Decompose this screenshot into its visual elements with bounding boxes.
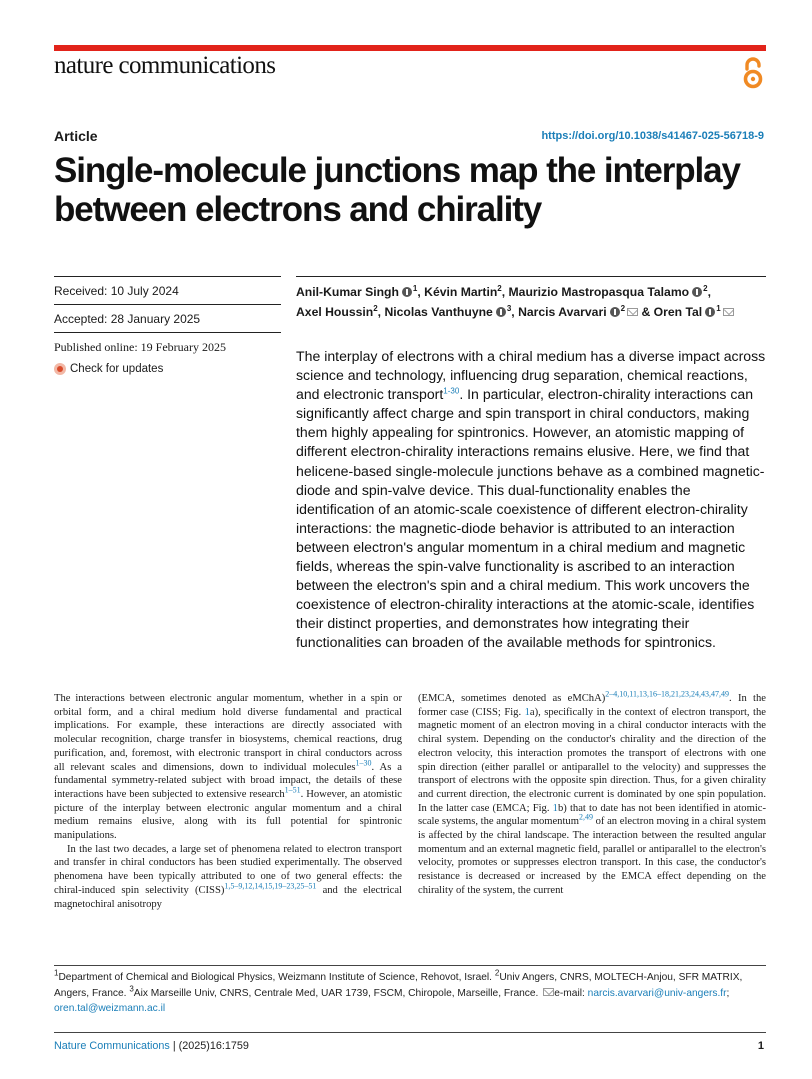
body-paragraph <box>418 689 767 898</box>
author-name[interactable]: Axel Houssin <box>296 305 374 319</box>
abstract <box>296 347 768 653</box>
accepted-date: Accepted: 28 January 2025 <box>54 312 201 326</box>
affiliation-sup: 3 <box>506 303 512 313</box>
article-type-label: Article <box>54 128 98 144</box>
body-text: . As a fundamental symmetry-related subject with broad impact, the details of these interactions have been subjected to extensive research <box>54 761 402 800</box>
article-title: Single-molecule junctions map the interplay between electrons and chirality <box>54 151 740 229</box>
citation-link[interactable]: 1–30 <box>355 757 372 767</box>
email-icon <box>543 988 554 996</box>
author-name[interactable]: Anil-Kumar Singh <box>296 285 399 299</box>
affiliation-sup: 2 <box>373 303 378 313</box>
affiliation-text: Univ Angers, CNRS, MOLTECH-Anjou, SFR MATRIX, Angers, France. <box>54 972 743 999</box>
orcid-icon[interactable] <box>610 307 620 317</box>
check-updates-icon <box>54 363 66 375</box>
email-icon[interactable] <box>723 308 734 316</box>
body-paragraph <box>54 692 402 843</box>
footer-volume: | (2025)16:1759 <box>169 1040 249 1052</box>
email-separator: ; <box>726 987 730 999</box>
affiliation-text: Department of Chemical and Biological Physics, Weizmann Institute of Science, Rehovot, Israel. <box>58 972 493 983</box>
divider <box>54 276 281 277</box>
body-column-left <box>54 692 402 911</box>
footer-divider <box>54 1032 766 1033</box>
divider <box>54 304 281 305</box>
check-for-updates-button[interactable] <box>54 363 163 375</box>
page-number: 1 <box>757 1040 764 1052</box>
body-paragraph <box>54 843 402 912</box>
citation-link[interactable]: 2,49 <box>578 812 593 822</box>
body-text: . However, an atomistic picture of the interplay between electronic angular momentum and a chiral medium remains elusive, along with its full potential for spintronic manipulations. <box>54 788 402 842</box>
footnote-divider <box>54 965 766 966</box>
affiliation-sup: 2 <box>703 283 708 293</box>
body-column-right <box>418 689 767 898</box>
author-name[interactable]: Nicolas Vanthuyne <box>384 305 493 319</box>
journal-logo[interactable]: nature communications <box>54 52 276 79</box>
orcid-icon[interactable] <box>705 307 715 317</box>
affiliation-sup: 1 <box>54 968 59 978</box>
affiliation-sup: 2 <box>620 303 626 313</box>
body-text: and the electrical magnetochiral anisotropy <box>54 884 402 910</box>
body-text: . In the former case (CISS; Fig. <box>418 693 766 718</box>
published-date: Published online: 19 February 2025 <box>54 340 226 354</box>
open-access-icon <box>742 56 764 90</box>
orcid-icon[interactable] <box>496 307 506 317</box>
figure-link[interactable]: 1 <box>524 706 530 718</box>
affiliation-sup: 1 <box>716 303 721 313</box>
body-text: of an electron moving in a chiral system is affected by the chiral landscape. The interaction between the resulted angular momentum and an external magnetic field, parallel or antiparallel to the electron's velocity, promotes or suppresses electron transport. In this case, the conductor's resistance is decreased or increased by the EMCA effect depending on the chirality of the system, the current <box>418 816 767 896</box>
doi-link[interactable]: https://doi.org/10.1038/s41467-025-56718-9 <box>541 130 764 142</box>
figure-panel-label: a <box>529 706 535 718</box>
orcid-icon[interactable] <box>692 287 702 297</box>
check-updates-label: Check for updates <box>70 363 164 375</box>
affiliation-sup: 3 <box>129 984 134 994</box>
author-name[interactable]: Oren Tal <box>653 305 703 319</box>
abstract-text: The interplay of electrons with a chiral medium has a diverse impact across science and technology, influencing drug separation, chemical reactions, and electronic transport <box>296 348 766 403</box>
author-name[interactable]: Narcis Avarvari <box>518 305 607 319</box>
citation-link[interactable]: 1–51 <box>284 785 301 795</box>
header-red-bar <box>54 45 766 51</box>
body-text: In the last two decades, a large set of phenomena related to electron transport and transfer in chiral conductors has been studied experimentally. The observed phenomena have been typically attributed to one of two general effects: the chiral-induced spin selectivity (CISS) <box>54 843 402 896</box>
body-text: (EMCA, sometimes denoted as eMChA) <box>418 693 606 704</box>
citation-link[interactable]: 1,5–9,12,14,15,19–23,25–51 <box>224 881 317 891</box>
orcid-icon[interactable] <box>402 287 412 297</box>
figure-panel-label: b <box>557 802 564 814</box>
body-text: ), specifically in the context of electron transport, the magnetic moment of an electron moving in a chiral conductor interacts with the chiral system. Depending on the conductor's chirality and the direction of the electron velocity, this interaction promotes the transport of electrons with one spin direction (either parallel or antiparallel to the velocity) and suppresses the transport of electrons with the opposite spin direction. Thus, for a given chirality and current direction, the electronic current is dominated by one spin population. In the latter case (EMCA; Fig. <box>418 706 766 814</box>
affiliation-text: Aix Marseille Univ, CNRS, Centrale Med, UAR 1739, FSCM, Chiropole, Marseille, France. <box>133 987 539 999</box>
author-ampersand: & <box>641 305 651 319</box>
body-text: The interactions between electronic angular momentum, whether in a spin or orbital form, and a chiral medium hold diverse fundamental and practical implications. For example, these interactions are directly associated with molecular recognition, charge transfer in biosystems, chemical reactions, drug purification, and, foremost, with electronic transport in chiral conductors across all relevant scales and dimensions, down to individual molecules <box>54 693 402 773</box>
divider <box>54 332 281 333</box>
citation-link[interactable]: 2–4,10,11,13,16–18,21,23,24,43,47,49 <box>605 689 729 699</box>
affiliation-sup: 2 <box>494 968 500 978</box>
author-list: Anil-Kumar Singh $^1$, Kévin Martin$^2$, Maurizio Mastropasqua Talamo $^2$, Axel Houssin$^2$, Nicolas Vanthuyne $^3$, Narcis Avarvari $^2$ & Oren Tal $^1$ <box>296 282 766 322</box>
author-name[interactable]: Maurizio Mastropasqua Talamo <box>508 285 690 299</box>
email-label: e-mail: <box>554 987 585 999</box>
footer-journal-link[interactable]: Nature Communications <box>54 1040 170 1052</box>
email-link[interactable]: narcis.avarvari@univ-angers.fr <box>587 987 727 999</box>
divider <box>296 276 766 277</box>
body-text: ) that to date has not been identified in atomic-scale systems, the angular momentum <box>418 802 766 828</box>
received-date: Received: 10 July 2024 <box>54 284 179 298</box>
citation-link[interactable]: 1-30 <box>443 386 460 396</box>
email-icon[interactable] <box>627 308 638 316</box>
email-link[interactable]: oren.tal@weizmann.ac.il <box>54 1003 166 1014</box>
figure-link[interactable]: 1 <box>552 802 558 814</box>
abstract-text: . In particular, electron-chirality interactions can significantly affect charge and spin transport in chiral conductors, making them highly appealing for spintronics. However, an atomistic mapping of different electron-chirality interactions remains elusive. Here, we find that helicene-based single-molecule junctions behave as a combined magnetic-diode and spin-valve device. This dual-functionality enables the identification of an atomic-scale coexistence of different electron-chirality interactions: the magnetic-diode behavior is attributed to an interaction between electron's angular momentum in a chiral medium and magnetic fields, whereas the spin-valve functionality is ascribed to an interaction between the electron's spin and a chiral medium. This work uncovers the coexistence of electron-chirality interactions at the atomic-scale, identifies their distinct properties, and demonstrates how integrating their functionalities can broaden of the available methods for spintronics. <box>296 386 765 651</box>
footer-citation <box>54 1040 249 1052</box>
affiliation-sup: 1 <box>412 283 418 293</box>
author-name[interactable]: Kévin Martin <box>424 285 498 299</box>
affiliations-footnote <box>54 970 770 1017</box>
affiliation-sup: 2 <box>497 283 502 293</box>
